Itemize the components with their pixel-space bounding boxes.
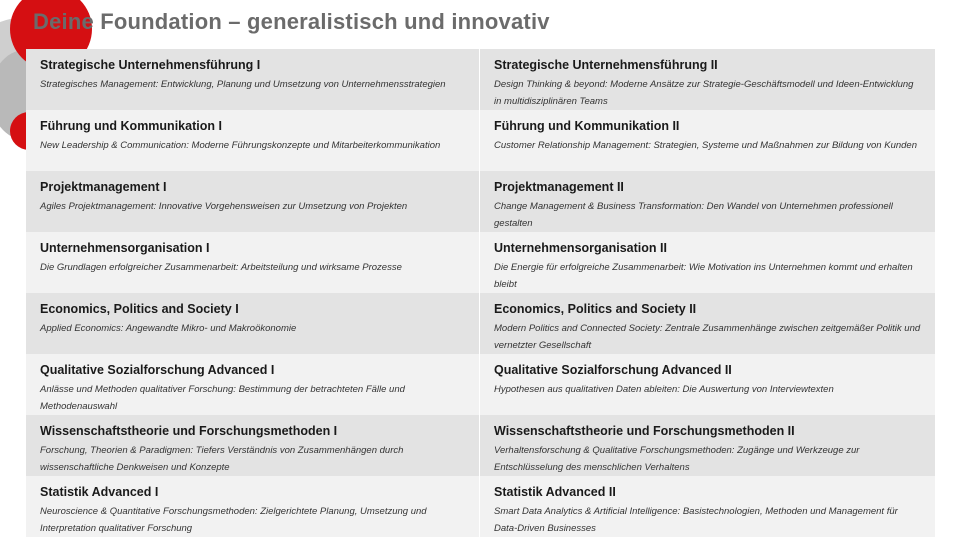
module-description: Customer Relationship Management: Strategien, Systeme und Maßnahmen zur Bildung von Kunden: [494, 140, 917, 151]
module-cell: [480, 415, 935, 476]
module-table: [26, 49, 935, 537]
module-description: Neuroscience & Quantitative Forschungsmethoden: Zielgerichtete Planung, Umsetzung und Interpretation qualitativer Forschung: [40, 506, 427, 534]
module-title: Statistik Advanced I: [40, 485, 159, 499]
module-description: Design Thinking & beyond: Moderne Ansätze zur Strategie-Geschäftsmodell und Ideen-Entwicklung in multidisziplinären Teams: [494, 79, 914, 107]
module-cell: [26, 354, 480, 415]
module-title: Projektmanagement II: [494, 180, 624, 194]
module-description: New Leadership & Communication: Moderne Führungskonzepte und Mitarbeiterkommunikation: [40, 140, 441, 151]
module-title: Unternehmensorganisation I: [40, 241, 210, 255]
module-cell: [480, 476, 935, 537]
module-description: Modern Politics and Connected Society: Zentrale Zusammenhänge zwischen zeitgemäßer Politik und vernetzter Gesellschaft: [494, 323, 921, 351]
module-cell: [26, 476, 480, 537]
module-cell: [26, 171, 480, 232]
module-description: Smart Data Analytics & Artificial Intelligence: Basistechnologien, Methoden und Management für Data-Driven Businesses: [494, 506, 898, 534]
module-description: Die Grundlagen erfolgreicher Zusammenarbeit: Arbeitsteilung und wirksame Prozesse: [40, 262, 402, 273]
module-description: Hypothesen aus qualitativen Daten ableiten: Die Auswertung von Interviewtexten: [494, 384, 834, 395]
module-cell: [480, 232, 935, 293]
module-description: Anlässe und Methoden qualitativer Forschung: Bestimmung der betrachteten Fälle und Methodenauswahl: [40, 384, 405, 412]
module-cell: [26, 110, 480, 171]
module-title: Economics, Politics and Society I: [40, 302, 239, 316]
module-title: Projektmanagement I: [40, 180, 167, 194]
module-cell: [26, 293, 480, 354]
module-title: Wissenschaftstheorie und Forschungsmethoden II: [494, 424, 795, 438]
module-cell: [480, 49, 935, 110]
module-description: Strategisches Management: Entwicklung, Planung und Umsetzung von Unternehmensstrategien: [40, 79, 446, 90]
module-cell: [480, 354, 935, 415]
module-cell: [26, 49, 480, 110]
slide-title: Deine Foundation – generalistisch und innovativ: [33, 9, 550, 34]
module-description: Applied Economics: Angewandte Mikro- und Makroökonomie: [40, 323, 297, 334]
module-description: Change Management & Business Transformation: Den Wandel von Unternehmen professionell gestalten: [494, 201, 893, 229]
module-title: Strategische Unternehmensführung II: [494, 58, 718, 72]
module-cell: [26, 415, 480, 476]
module-description: Agiles Projektmanagement: Innovative Vorgehensweisen zur Umsetzung von Projekten: [40, 201, 408, 212]
module-title: Führung und Kommunikation II: [494, 119, 680, 133]
module-title: Wissenschaftstheorie und Forschungsmethoden I: [40, 424, 338, 438]
module-title: Qualitative Sozialforschung Advanced II: [494, 363, 732, 377]
module-cell: [480, 293, 935, 354]
module-cell: [480, 171, 935, 232]
module-title: Führung und Kommunikation I: [40, 119, 222, 133]
module-title: Statistik Advanced II: [494, 485, 616, 499]
module-title: Strategische Unternehmensführung I: [40, 58, 261, 72]
module-title: Economics, Politics and Society II: [494, 302, 697, 316]
module-description: Die Energie für erfolgreiche Zusammenarbeit: Wie Motivation ins Unternehmen kommt und erhalten bleibt: [494, 262, 913, 290]
module-title: Qualitative Sozialforschung Advanced I: [40, 363, 275, 377]
module-description: Forschung, Theorien & Paradigmen: Tiefers Verständnis von Zusammenhängen durch wissenschaftliche Denkweisen und Konzepte: [40, 445, 404, 473]
module-title: Unternehmensorganisation II: [494, 241, 667, 255]
module-cell: [26, 232, 480, 293]
module-description: Verhaltensforschung & Qualitative Forschungsmethoden: Zugänge und Werkzeuge zur Entschlüsselung des menschlichen Verhaltens: [494, 445, 860, 473]
module-cell: [480, 110, 935, 171]
